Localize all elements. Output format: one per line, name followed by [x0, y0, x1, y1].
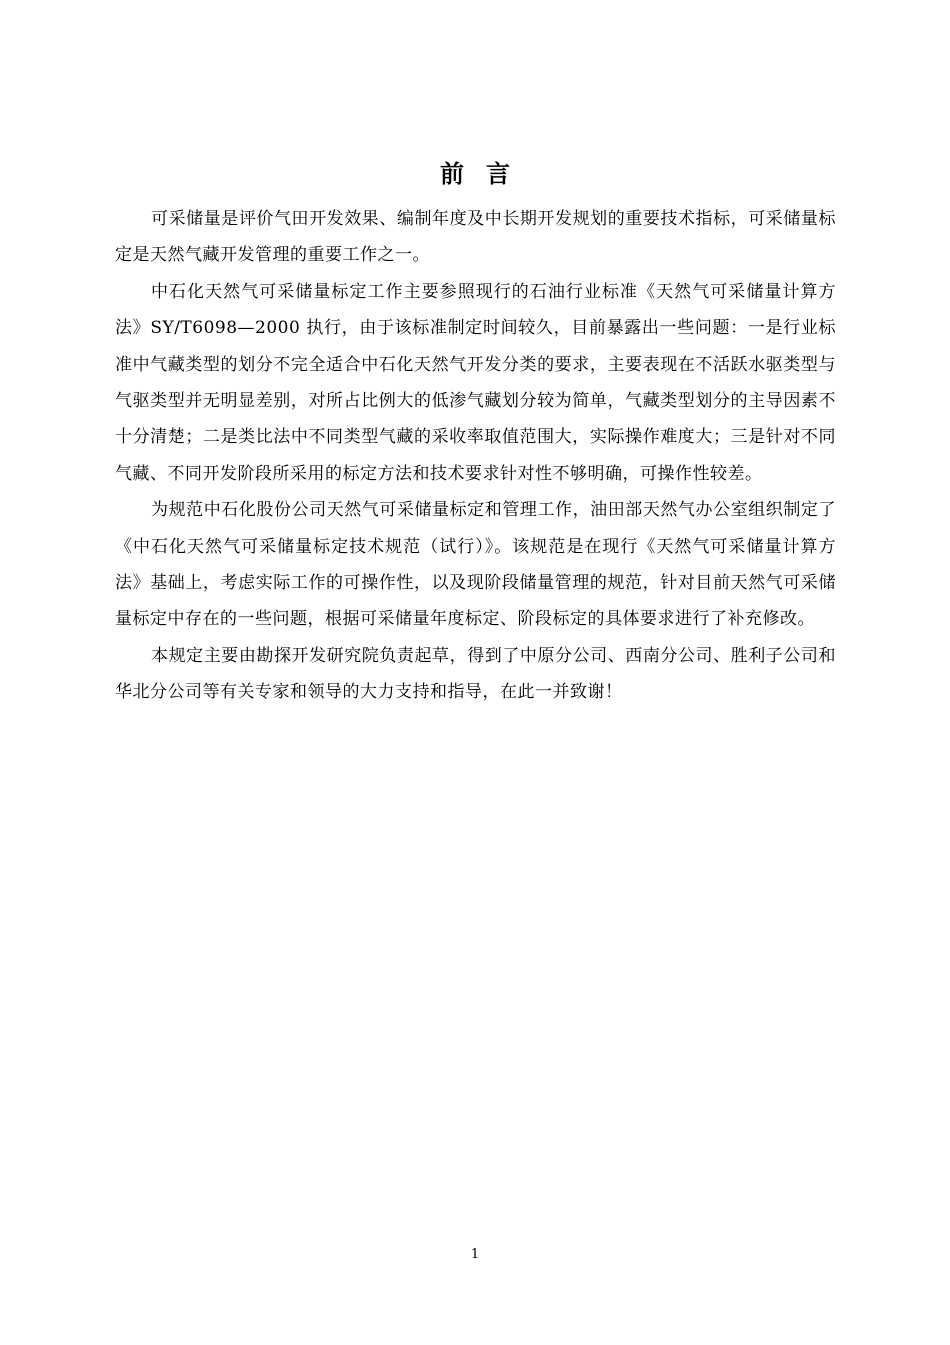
- paragraph-2: 中石化天然气可采储量标定工作主要参照现行的石油行业标准《天然气可采储量计算方法》SY/T6098—2000 执行，由于该标准制定时间较久，目前暴露出一些问题：一是行业标准中气藏类型的划分不完全适合中石化天然气开发分类的要求，主要表现在不活跃水驱类型与气驱类型并无明显差别，对所占比例大的低渗气藏划分较为简单，气藏类型划分的主导因素不十分清楚；二是类比法中不同类型气藏的采收率取值范围大，实际操作难度大；三是针对不同气藏、不同开发阶段所采用的标定方法和技术要求针对性不够明确，可操作性较差。: [115, 281, 836, 484]
- body-text: [115, 201, 836, 711]
- paragraph-3: 为规范中石化股份公司天然气可采储量标定和管理工作，油田部天然气办公室组织制定了《中石化天然气可采储量标定技术规范（试行）》。该规范是在现行《天然气可采储量计算方法》基础上，考虑实际工作的可操作性，以及现阶段储量管理的规范，针对目前天然气可采储量标定中存在的一些问题，根据可采储量年度标定、阶段标定的具体要求进行了补充修改。: [115, 500, 836, 630]
- page-title: 前言: [440, 159, 532, 189]
- paragraph-4: 本规定主要由勘探开发研究院负责起草，得到了中原分公司、西南分公司、胜利子公司和华北分公司等有关专家和领导的大力支持和指导，在此一并致谢！: [115, 645, 836, 703]
- paragraph-1: 可采储量是评价气田开发效果、编制年度及中长期开发规划的重要技术指标，可采储量标定是天然气藏开发管理的重要工作之一。: [115, 209, 836, 266]
- page-number: 1: [470, 1247, 480, 1262]
